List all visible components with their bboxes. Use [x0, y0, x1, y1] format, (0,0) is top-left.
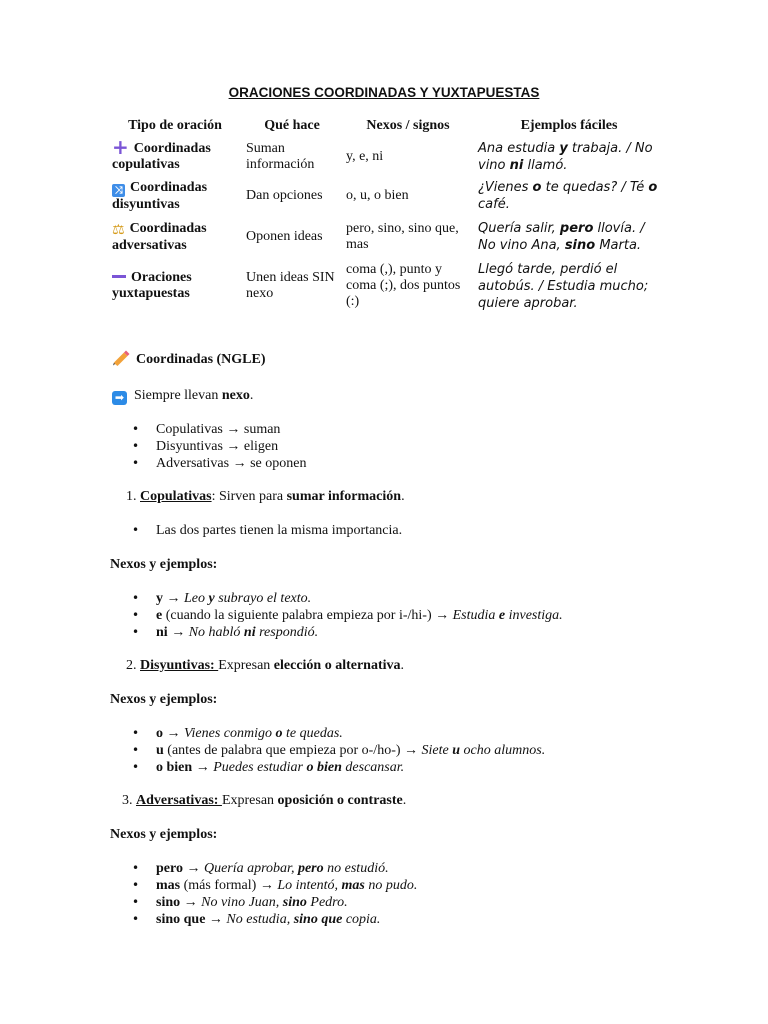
tipo-line2: disyuntivas [112, 196, 180, 212]
copulativas-nexos-list [0, 590, 768, 641]
table-row [108, 216, 664, 258]
example-nexo: u [452, 743, 461, 758]
example-nexo: pero [297, 861, 324, 876]
nexo-desc: → [182, 861, 204, 876]
item-number: 2. [126, 658, 137, 673]
desc-bold: oposición o contraste [277, 793, 403, 808]
desc-end: . [400, 658, 405, 673]
header-ejemplos: Ejemplos fáciles [520, 118, 618, 133]
cell-hace: Dan opciones [246, 188, 323, 203]
adversativas-name: Adversativas: [136, 793, 222, 808]
example: te quedas. [282, 726, 343, 741]
nexo: y [156, 591, 163, 606]
list-item: • Adversativas → se oponen [0, 455, 768, 472]
nexo: ni [156, 625, 168, 640]
disyuntivas-heading [0, 657, 768, 674]
example: no pudo. [364, 878, 418, 893]
table-header-row [108, 116, 664, 138]
nexo-desc: → [205, 912, 227, 927]
tipo-line2: adversativas [112, 237, 187, 253]
nexos-label: Nexos y ejemplos: [110, 557, 218, 572]
disyuntivas-nexos-list [0, 725, 768, 776]
adversativas-heading [0, 792, 768, 809]
nexo-desc: → [192, 760, 214, 775]
nexo: u [156, 743, 164, 758]
cell-nexos: y, e, ni [346, 149, 384, 164]
cell-tipo [108, 176, 242, 216]
nexo: o [156, 726, 163, 741]
nexos-label: Nexos y ejemplos: [110, 827, 218, 842]
nexo: mas [156, 878, 181, 893]
ej-nexo: y [559, 141, 568, 156]
example: Estudia [452, 608, 499, 623]
nexo-desc: → [163, 726, 184, 741]
header-nexos: Nexos / signos [366, 118, 450, 133]
cell-hace: Oponen ideas [246, 229, 323, 244]
example: investiga. [505, 608, 563, 623]
nexo-desc: (antes de palabra que empieza por o-/ho-) → [163, 743, 422, 758]
list-item [0, 877, 768, 894]
tipo-line1: Oraciones [131, 270, 192, 285]
cell-tipo [108, 216, 242, 258]
nexo-desc: → [180, 895, 202, 910]
cell-hace: Suman información [246, 141, 315, 172]
list-item [0, 860, 768, 877]
copulativas-name: Copulativas [140, 489, 212, 504]
copulativas-heading [0, 488, 768, 505]
item-number: 1. [126, 489, 137, 504]
minus-icon [112, 275, 126, 278]
ej-text: llovía. / No vino Ana, [478, 221, 645, 253]
tipo-line2: yuxtapuestas [112, 286, 190, 301]
nexo-desc: (más formal) → [180, 878, 278, 893]
list-item [0, 742, 768, 759]
list-item [0, 759, 768, 776]
example-nexo: o bien [306, 760, 342, 775]
ej-nexo: o [532, 180, 542, 195]
ej-text: Quería salir, [478, 221, 560, 236]
cell-tipo [108, 258, 242, 314]
ej-text: Ana estudia [478, 141, 560, 156]
disyuntivas-name: Disyuntivas: [140, 658, 219, 673]
cell-ejemplo [474, 176, 664, 216]
example: respondió. [255, 625, 319, 640]
ej-text: Marta. [595, 238, 642, 253]
ej-nexo: o [648, 180, 658, 195]
example-nexo: mas [341, 878, 365, 893]
example: Puedes estudiar [213, 760, 307, 775]
nexos-label: Nexos y ejemplos: [110, 692, 218, 707]
nexo: sino que [156, 912, 206, 927]
nexo: o bien [156, 760, 193, 775]
list-item [0, 725, 768, 742]
shuffle-icon: ⤨ [112, 184, 125, 197]
header-tipo: Tipo de oración [128, 118, 222, 133]
ej-text: te quedas? / Té [541, 180, 649, 195]
example: No estudia, [226, 912, 294, 927]
note-bold: nexo [221, 388, 250, 403]
header-que-hace: Qué hace [264, 118, 320, 133]
example-nexo: sino que [293, 912, 343, 927]
desc-end: . [401, 489, 405, 504]
list-item: • Copulativas → suman [0, 421, 768, 438]
item-number: 3. [122, 793, 133, 808]
list-item [0, 911, 768, 928]
summary-table [108, 116, 664, 314]
ej-text: ¿Vienes [478, 180, 533, 195]
cell-ejemplo [474, 258, 664, 314]
tipo-line1: Coordinadas [129, 220, 207, 236]
example: Leo [184, 591, 209, 606]
ej-nexo: sino [564, 238, 596, 253]
desc-text: : Sirven para [211, 489, 287, 504]
list-item [0, 590, 768, 607]
tipo-line1: Coordinadas [133, 141, 211, 156]
table-row [108, 176, 664, 216]
table-row [108, 258, 664, 314]
example: no estudió. [323, 861, 389, 876]
example: No habló [188, 625, 244, 640]
desc-text: Expresan [218, 658, 274, 673]
adversativas-nexos-list [0, 860, 768, 928]
list-item [0, 894, 768, 911]
example: ocho alumnos. [460, 743, 546, 758]
example: Vienes conmigo [184, 726, 276, 741]
nexo-desc: → [163, 591, 184, 606]
desc-bold: elección o alternativa [273, 658, 401, 673]
nexo: pero [156, 861, 183, 876]
example-nexo: sino [282, 895, 307, 910]
cell-nexos: o, u, o bien [346, 188, 409, 203]
summary-list [0, 421, 768, 472]
table-row [108, 138, 664, 176]
desc-end: . [402, 793, 407, 808]
nexo-desc: → [167, 625, 189, 640]
nexo: e [156, 608, 163, 623]
example: Siete [421, 743, 453, 758]
nexo-note [0, 387, 768, 405]
cell-nexos: coma (,), punto y coma (;), dos puntos (:) [346, 262, 461, 309]
desc-text: Expresan [221, 793, 278, 808]
pencil-icon [112, 350, 130, 366]
nexo: sino [156, 895, 181, 910]
ej-text: llamó. [523, 158, 568, 173]
example: No vino Juan, [201, 895, 283, 910]
example: Pedro. [306, 895, 348, 910]
section-heading [0, 350, 768, 368]
nexo-desc: (cuando la siguiente palabra empieza por i-/hi-) → [162, 608, 453, 623]
note-end: . [249, 388, 254, 403]
cell-tipo [108, 135, 242, 176]
cell-hace: Unen ideas SIN nexo [246, 270, 335, 301]
note-text: Siempre llevan [134, 388, 222, 403]
plus-icon: + [112, 135, 129, 159]
arrow-right-icon: ➡ [112, 391, 127, 405]
example: Quería aprobar, [203, 861, 298, 876]
example: copia. [342, 912, 381, 927]
cell-nexos: pero, sino, sino que, mas [346, 221, 459, 252]
ej-text: trabaja. / No vino [478, 141, 653, 173]
list-item [0, 607, 768, 624]
tipo-line1: Coordinadas [130, 179, 208, 195]
cell-ejemplo [474, 138, 664, 176]
section-heading-text: Coordinadas (NGLE) [136, 352, 266, 367]
tipo-line2: copulativas [112, 157, 180, 172]
example-nexo: y [208, 591, 215, 606]
ej-nexo: ni [509, 158, 524, 173]
ej-nexo: pero [559, 221, 594, 236]
ej-text: café. [478, 197, 510, 212]
list-item: • Las dos partes tienen la misma importancia. [0, 522, 768, 539]
cell-ejemplo [474, 216, 664, 258]
list-item [0, 624, 768, 641]
example-nexo: ni [243, 625, 256, 640]
example: descansar. [341, 760, 405, 775]
ej-text: Llegó tarde, perdió el autobús. / Estudia mucho; quiere aprobar. [478, 261, 649, 311]
example: subrayo el texto. [214, 591, 312, 606]
document-title: ORACIONES COORDINADAS Y YUXTAPUESTAS [228, 85, 540, 100]
example: Lo intentó, [277, 878, 342, 893]
scales-icon: ⚖ [112, 221, 125, 238]
desc-bold: sumar información [286, 489, 402, 504]
example-nexo: e [498, 608, 506, 623]
example-nexo: o [275, 726, 283, 741]
copulativas-note-list [0, 522, 768, 539]
list-item: • Disyuntivas → eligen [0, 438, 768, 455]
